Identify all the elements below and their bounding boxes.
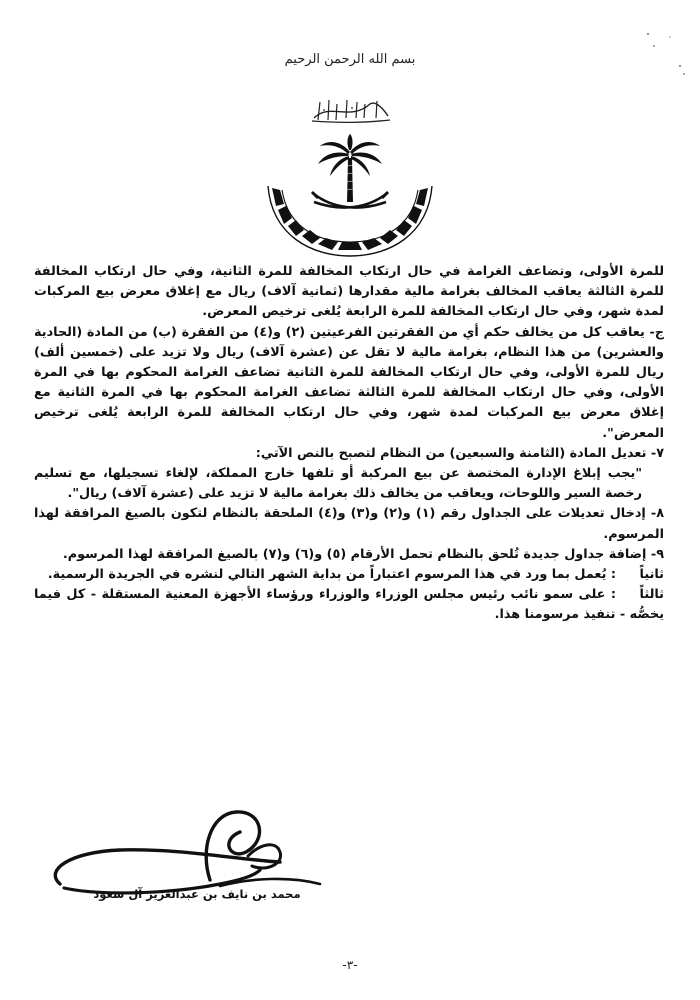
article-second-label: ثانياً [639,567,664,583]
basmala-heading: بسم الله الرحمن الرحيم [284,52,416,67]
decree-body [34,262,664,626]
clause-7: ٧- تعديل المادة (الثامنة والسبعين) من النظام لتصبح بالنص الآتي: [255,445,664,461]
saudi-emblem-icon [262,132,438,260]
article-third-text: : على سمو نائب رئيس مجلس الوزراء والوزراء ورؤساء الأجهزة المعنية المستقلة - كل فيما يخصُّه - تنفيذ مرسومنا هذا. [34,587,664,623]
article-third [34,585,664,625]
clause-j: ج- يعاقب كل من يخالف حكم أي من الفقرتين الفرعيتين (٢) و(٤) من الفقرة (ب) من المادة (الحادية والعشرين) من هذا النظام، بغرامة مالية لا تقل عن (عشرة آلاف) ريال ولا تزيد على (خمسين ألف) ريال للمرة الأولى، وفي حال ارتكاب المخالفة للمرة الثانية تضاعف الغرامة المحكوم بها في المرة الأولى، وفي حال ارتكاب المخالفة للمرة الثالثة تضاعف الغرامة المحكوم بها في المرة الثانية مع إغلاق معرض بيع المركبات لمدة شهر، وفي حال ارتكاب المخالفة للمرة الرابعة يُلغى ترخيص المعرض". [34,324,664,441]
article-third-label: ثالثاً [639,587,664,603]
signer-name: محمد بن نايف بن عبدالعزيز آل سعود [93,887,301,901]
shahada-calligraphy [300,96,400,124]
clause-8: ٨- إدخال تعديلات على الجداول رقم (١) و(٢) و(٣) و(٤) الملحقة بالنظام لتكون بالصيغ المرافقة لهذا المرسوم. [34,506,665,542]
page-number: -٣- [342,958,358,972]
article-second-text: : يُعمل بما ورد في هذا المرسوم اعتباراً من بداية الشهر التالي لنشره في الجريدة الرسمية. [47,567,616,583]
clause-9: ٩- إضافة جداول جديدة تُلحق بالنظام تحمل الأرقام (٥) و(٦) و(٧) بالصيغ المرافقة لهذا المرسوم. [62,546,664,562]
article-second [34,565,664,585]
paragraph-continuation: للمرة الأولى، وتضاعف الغرامة في حال ارتكاب المخالفة للمرة الثانية، وفي حال ارتكاب المخالفة للمرة الثالثة يعاقب المخالف بغرامة مالية مقدارها (ثمانية آلاف) ريال مع إغلاق معرض بيع المركبات لمدة شهر، وفي حال ارتكاب المخالفة للمرة الرابعة يُلغى ترخيص المعرض. [34,264,664,320]
clause-7-quote: "يجب إبلاغ الإدارة المختصة عن بيع المركبة أو تلفها خارج المملكة، لإلغاء تسجيلها، مع تسليم رخصة السير واللوحات، ويعاقب من يخالف ذلك بغرامة مالية لا تزيد على (عشرة آلاف) ريال". [34,466,642,502]
